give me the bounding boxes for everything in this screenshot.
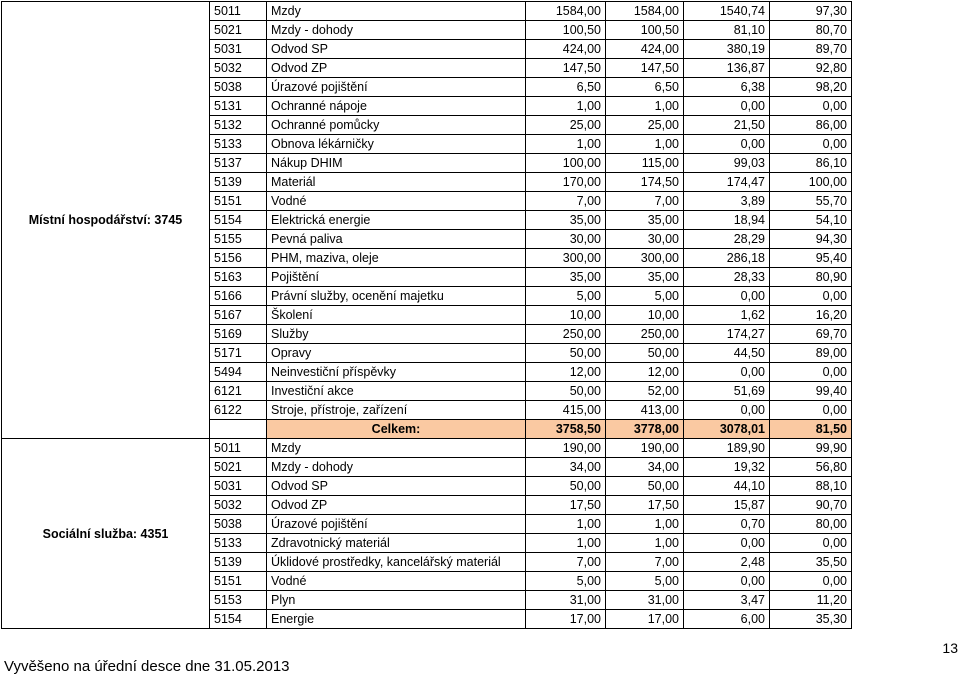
adjusted-budget: 12,00: [606, 363, 684, 382]
approved-budget: 34,00: [526, 458, 606, 477]
approved-budget: 7,00: [526, 553, 606, 572]
budget-table: [1, 1, 852, 629]
percent-spent: 16,20: [770, 306, 852, 325]
item-name: Úrazové pojištění: [267, 515, 526, 534]
item-code: 5032: [210, 496, 267, 515]
percent-spent: 0,00: [770, 401, 852, 420]
approved-budget: 30,00: [526, 230, 606, 249]
item-code: 5031: [210, 40, 267, 59]
adjusted-budget: 6,50: [606, 78, 684, 97]
item-name: Školení: [267, 306, 526, 325]
adjusted-budget: 17,00: [606, 610, 684, 629]
actual-spend: 174,47: [684, 173, 770, 192]
approved-budget: 6,50: [526, 78, 606, 97]
item-name: Pojištění: [267, 268, 526, 287]
adjusted-budget: 1,00: [606, 135, 684, 154]
adjusted-budget: 147,50: [606, 59, 684, 78]
item-code: 5038: [210, 78, 267, 97]
percent-spent: 11,20: [770, 591, 852, 610]
actual-spend: 0,00: [684, 534, 770, 553]
item-code: 5166: [210, 287, 267, 306]
adjusted-budget: 50,00: [606, 344, 684, 363]
item-name: Vodné: [267, 192, 526, 211]
actual-spend: 189,90: [684, 439, 770, 458]
actual-spend: 18,94: [684, 211, 770, 230]
adjusted-budget: 50,00: [606, 477, 684, 496]
actual-spend: 6,38: [684, 78, 770, 97]
actual-spend: 6,00: [684, 610, 770, 629]
item-name: Odvod ZP: [267, 496, 526, 515]
percent-spent: 95,40: [770, 249, 852, 268]
actual-spend: 2,48: [684, 553, 770, 572]
item-code: 5151: [210, 572, 267, 591]
approved-budget: 170,00: [526, 173, 606, 192]
percent-spent: 94,30: [770, 230, 852, 249]
approved-budget: 190,00: [526, 439, 606, 458]
percent-spent: 99,90: [770, 439, 852, 458]
item-name: Ochranné nápoje: [267, 97, 526, 116]
item-name: Mzdy - dohody: [267, 458, 526, 477]
item-code: 5133: [210, 135, 267, 154]
adjusted-budget: 424,00: [606, 40, 684, 59]
percent-spent: 56,80: [770, 458, 852, 477]
adjusted-budget: 5,00: [606, 572, 684, 591]
actual-spend: 174,27: [684, 325, 770, 344]
percent-spent: 69,70: [770, 325, 852, 344]
actual-spend: 0,00: [684, 363, 770, 382]
adjusted-budget: 31,00: [606, 591, 684, 610]
actual-spend: 3,89: [684, 192, 770, 211]
item-code: 5011: [210, 2, 267, 21]
item-code: 5167: [210, 306, 267, 325]
item-code: 5021: [210, 21, 267, 40]
item-name: Investiční akce: [267, 382, 526, 401]
adjusted-budget: 300,00: [606, 249, 684, 268]
item-name: Pevná paliva: [267, 230, 526, 249]
item-code: 5494: [210, 363, 267, 382]
item-code: 6122: [210, 401, 267, 420]
adjusted-budget: 1,00: [606, 534, 684, 553]
adjusted-budget: 7,00: [606, 553, 684, 572]
approved-budget: 12,00: [526, 363, 606, 382]
adjusted-budget: 17,50: [606, 496, 684, 515]
percent-spent: 90,70: [770, 496, 852, 515]
approved-budget: 7,00: [526, 192, 606, 211]
percent-spent: 99,40: [770, 382, 852, 401]
approved-budget: 17,50: [526, 496, 606, 515]
approved-budget: 300,00: [526, 249, 606, 268]
percent-spent: 0,00: [770, 363, 852, 382]
item-name: Ochranné pomůcky: [267, 116, 526, 135]
item-name: Stroje, přístroje, zařízení: [267, 401, 526, 420]
actual-spend: 1540,74: [684, 2, 770, 21]
actual-spend: 0,00: [684, 97, 770, 116]
percent-spent: 80,00: [770, 515, 852, 534]
item-name: Opravy: [267, 344, 526, 363]
section-title: Sociální služba: 4351: [2, 439, 210, 629]
actual-spend: 286,18: [684, 249, 770, 268]
adjusted-budget: 100,50: [606, 21, 684, 40]
actual-spend: 21,50: [684, 116, 770, 135]
item-name: PHM, maziva, oleje: [267, 249, 526, 268]
item-code: 5021: [210, 458, 267, 477]
item-code: 5151: [210, 192, 267, 211]
item-name: Úrazové pojištění: [267, 78, 526, 97]
item-code: 5031: [210, 477, 267, 496]
item-name: Neinvestiční příspěvky: [267, 363, 526, 382]
item-code: 5139: [210, 553, 267, 572]
approved-budget: 25,00: [526, 116, 606, 135]
percent-spent: 0,00: [770, 287, 852, 306]
item-code: 5137: [210, 154, 267, 173]
percent-spent: 35,50: [770, 553, 852, 572]
percent-spent: 92,80: [770, 59, 852, 78]
approved-budget: 35,00: [526, 268, 606, 287]
item-code: 5156: [210, 249, 267, 268]
percent-spent: 97,30: [770, 2, 852, 21]
item-name: Nákup DHIM: [267, 154, 526, 173]
posting-notice: Vyvěšeno na úřední desce dne 31.05.2013: [4, 658, 290, 675]
item-name: Úklidové prostředky, kancelářský materiál: [267, 553, 526, 572]
actual-spend: 28,29: [684, 230, 770, 249]
approved-budget: 10,00: [526, 306, 606, 325]
actual-spend: 136,87: [684, 59, 770, 78]
item-code: 5154: [210, 610, 267, 629]
adjusted-budget: 1,00: [606, 515, 684, 534]
total-adjusted: 3778,00: [606, 420, 684, 439]
percent-spent: 0,00: [770, 572, 852, 591]
approved-budget: 35,00: [526, 211, 606, 230]
item-name: Materiál: [267, 173, 526, 192]
adjusted-budget: 1,00: [606, 97, 684, 116]
approved-budget: 250,00: [526, 325, 606, 344]
adjusted-budget: 52,00: [606, 382, 684, 401]
total-empty-cell: [210, 420, 267, 439]
approved-budget: 1,00: [526, 534, 606, 553]
approved-budget: 424,00: [526, 40, 606, 59]
table-row: [2, 439, 852, 458]
total-approved: 3758,50: [526, 420, 606, 439]
percent-spent: 80,70: [770, 21, 852, 40]
approved-budget: 50,00: [526, 477, 606, 496]
percent-spent: 0,00: [770, 534, 852, 553]
actual-spend: 0,00: [684, 135, 770, 154]
item-name: Služby: [267, 325, 526, 344]
actual-spend: 0,00: [684, 572, 770, 591]
actual-spend: 1,62: [684, 306, 770, 325]
total-actual: 3078,01: [684, 420, 770, 439]
approved-budget: 415,00: [526, 401, 606, 420]
adjusted-budget: 250,00: [606, 325, 684, 344]
item-code: 5153: [210, 591, 267, 610]
percent-spent: 55,70: [770, 192, 852, 211]
approved-budget: 5,00: [526, 572, 606, 591]
percent-spent: 89,00: [770, 344, 852, 363]
actual-spend: 19,32: [684, 458, 770, 477]
percent-spent: 100,00: [770, 173, 852, 192]
approved-budget: 1,00: [526, 97, 606, 116]
approved-budget: 50,00: [526, 344, 606, 363]
percent-spent: 98,20: [770, 78, 852, 97]
item-name: Odvod SP: [267, 40, 526, 59]
actual-spend: 51,69: [684, 382, 770, 401]
item-code: 6121: [210, 382, 267, 401]
approved-budget: 1,00: [526, 135, 606, 154]
adjusted-budget: 174,50: [606, 173, 684, 192]
item-name: Vodné: [267, 572, 526, 591]
item-code: 5032: [210, 59, 267, 78]
approved-budget: 147,50: [526, 59, 606, 78]
item-code: 5163: [210, 268, 267, 287]
actual-spend: 0,70: [684, 515, 770, 534]
item-name: Mzdy: [267, 439, 526, 458]
percent-spent: 35,30: [770, 610, 852, 629]
item-code: 5131: [210, 97, 267, 116]
item-name: Zdravotnický materiál: [267, 534, 526, 553]
percent-spent: 86,00: [770, 116, 852, 135]
page-number: 13: [942, 640, 958, 656]
item-code: 5154: [210, 211, 267, 230]
item-name: Plyn: [267, 591, 526, 610]
approved-budget: 17,00: [526, 610, 606, 629]
item-code: 5038: [210, 515, 267, 534]
item-code: 5132: [210, 116, 267, 135]
approved-budget: 5,00: [526, 287, 606, 306]
total-percent: 81,50: [770, 420, 852, 439]
actual-spend: 15,87: [684, 496, 770, 515]
actual-spend: 44,50: [684, 344, 770, 363]
actual-spend: 44,10: [684, 477, 770, 496]
adjusted-budget: 115,00: [606, 154, 684, 173]
actual-spend: 28,33: [684, 268, 770, 287]
adjusted-budget: 413,00: [606, 401, 684, 420]
item-code: 5011: [210, 439, 267, 458]
adjusted-budget: 35,00: [606, 211, 684, 230]
approved-budget: 1584,00: [526, 2, 606, 21]
item-code: 5139: [210, 173, 267, 192]
actual-spend: 0,00: [684, 287, 770, 306]
adjusted-budget: 190,00: [606, 439, 684, 458]
percent-spent: 0,00: [770, 135, 852, 154]
item-code: 5155: [210, 230, 267, 249]
item-name: Mzdy: [267, 2, 526, 21]
adjusted-budget: 25,00: [606, 116, 684, 135]
total-label: Celkem:: [267, 420, 526, 439]
actual-spend: 81,10: [684, 21, 770, 40]
actual-spend: 99,03: [684, 154, 770, 173]
item-name: Odvod ZP: [267, 59, 526, 78]
actual-spend: 380,19: [684, 40, 770, 59]
actual-spend: 3,47: [684, 591, 770, 610]
approved-budget: 31,00: [526, 591, 606, 610]
percent-spent: 88,10: [770, 477, 852, 496]
adjusted-budget: 30,00: [606, 230, 684, 249]
item-code: 5171: [210, 344, 267, 363]
percent-spent: 86,10: [770, 154, 852, 173]
adjusted-budget: 35,00: [606, 268, 684, 287]
table-row: [2, 2, 852, 21]
adjusted-budget: 34,00: [606, 458, 684, 477]
adjusted-budget: 10,00: [606, 306, 684, 325]
adjusted-budget: 7,00: [606, 192, 684, 211]
percent-spent: 0,00: [770, 97, 852, 116]
item-name: Právní služby, ocenění majetku: [267, 287, 526, 306]
item-name: Elektrická energie: [267, 211, 526, 230]
adjusted-budget: 5,00: [606, 287, 684, 306]
section-title: Místní hospodářství: 3745: [2, 2, 210, 439]
approved-budget: 100,00: [526, 154, 606, 173]
item-code: 5133: [210, 534, 267, 553]
actual-spend: 0,00: [684, 401, 770, 420]
budget-table-body: [2, 2, 852, 629]
percent-spent: 54,10: [770, 211, 852, 230]
percent-spent: 80,90: [770, 268, 852, 287]
adjusted-budget: 1584,00: [606, 2, 684, 21]
percent-spent: 89,70: [770, 40, 852, 59]
item-name: Energie: [267, 610, 526, 629]
item-name: Odvod SP: [267, 477, 526, 496]
approved-budget: 100,50: [526, 21, 606, 40]
item-name: Obnova lékárničky: [267, 135, 526, 154]
approved-budget: 1,00: [526, 515, 606, 534]
approved-budget: 50,00: [526, 382, 606, 401]
item-code: 5169: [210, 325, 267, 344]
item-name: Mzdy - dohody: [267, 21, 526, 40]
